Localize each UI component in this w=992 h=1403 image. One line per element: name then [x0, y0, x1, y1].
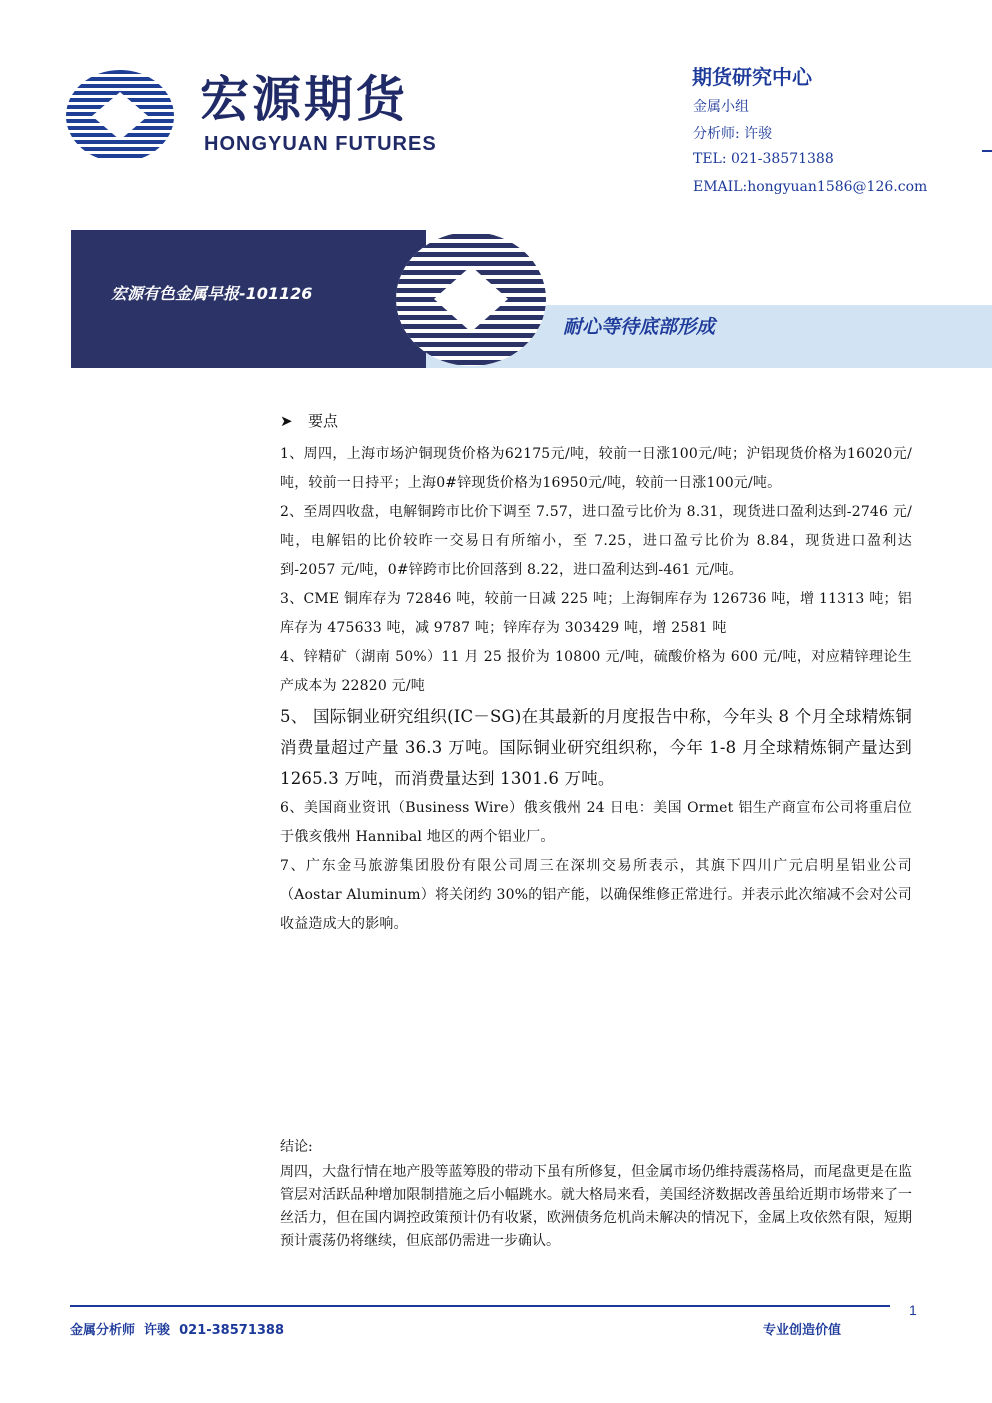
- key-point-3: 3、CME 铜库存为 72846 吨，较前一日减 225 吨；上海铜库存为 126736 吨，增 11313 吨；铝库存为 475633 吨，减 9787 吨；锌库存为 303429 吨，增 2581 吨: [280, 591, 912, 636]
- banner-emblem: [396, 232, 546, 366]
- page-number: 1: [909, 1302, 917, 1318]
- report-subtitle: 耐心等待底部形成: [563, 316, 716, 338]
- footer-rule: [70, 1305, 890, 1307]
- research-center-title: 期货研究中心: [692, 65, 812, 89]
- arrow-bullet-icon: ➤: [280, 412, 293, 430]
- key-point-1: 1、周四，上海市场沪铜现货价格为62175元/吨，较前一日涨100元/吨；沪铝现货价格为16020元/吨，较前一日持平；上海0#锌现货价格为16950元/吨，较前一日涨100元/吨。: [280, 446, 912, 491]
- analyst-name: 分析师: 许骏: [693, 126, 773, 142]
- group-name: 金属小组: [693, 99, 749, 115]
- key-point-2: 2、至周四收盘，电解铜跨市比价下调至 7.57，进口盈亏比价为 8.31，现货进口盈利达到-2746 元/吨，电解铝的比价较昨一交易日有所缩小，至 7.25，进口盈亏比价为 8.84，现货进口盈利达到-2057 元/吨，0#锌跨市比价回落到 8.22，进口盈利达到-461 元/吨。: [280, 504, 912, 578]
- edge-tick-mark: [982, 150, 992, 152]
- key-point-5: 5、 国际铜业研究组织(IC－SG)在其最新的月度报告中称，今年头 8 个月全球精炼铜消费量超过产量 36.3 万吨。国际铜业研究组织称，今年 1-8 月全球精炼铜产量达到 1265.3 万吨，而消费量达到 1301.6 万吨。: [280, 707, 912, 788]
- key-points-heading-label: 要点: [308, 412, 339, 430]
- email: EMAIL:hongyuan1586@126.com: [693, 179, 928, 195]
- key-points-section: [280, 410, 912, 939]
- footer-slogan: 专业创造价值: [763, 1323, 842, 1338]
- telephone: TEL: 021-38571388: [693, 151, 834, 167]
- key-points-heading: [280, 410, 912, 431]
- footer-analyst-contact: 金属分析师 许骏 021-38571388: [70, 1323, 284, 1338]
- conclusion-section: [280, 1136, 912, 1253]
- key-point-6: 6、美国商业资讯（Business Wire）俄亥俄州 24 日电：美国 Ormet 铝生产商宣布公司将重启位于俄亥俄州 Hannibal 地区的两个铝业厂。: [280, 800, 912, 845]
- conclusion-text: 周四，大盘行情在地产股等蓝筹股的带动下虽有所修复，但金属市场仍维持震荡格局，而尾盘更是在监管层对活跃品种增加限制措施之后小幅跳水。就大格局来看，美国经济数据改善虽给近期市场带来了一丝活力，但在国内调控政策预计仍有收紧，欧洲债务危机尚未解决的情况下，金属上攻依然有限，短期预计震荡仍将继续，但底部仍需进一步确认。: [280, 1164, 912, 1249]
- company-logo-english: HONGYUAN FUTURES: [204, 133, 437, 155]
- key-point-4: 4、锌精矿（湖南 50%）11 月 25 报价为 10800 元/吨，硫酸价格为 600 元/吨，对应精锌理论生产成本为 22820 元/吨: [280, 649, 912, 694]
- company-logo-chinese: 宏源期货: [200, 71, 409, 128]
- company-logo-emblem: [66, 70, 174, 162]
- conclusion-label: 结论:: [280, 1139, 313, 1155]
- report-title: 宏源有色金属早报-101126: [111, 284, 313, 303]
- key-point-7: 7、广东金马旅游集团股份有限公司周三在深圳交易所表示，其旗下四川广元启明星铝业公司（Aostar Aluminum）将关闭约 30%的铝产能，以确保维修正常进行。并表示此次缩减不会对公司收益造成大的影响。: [280, 858, 912, 932]
